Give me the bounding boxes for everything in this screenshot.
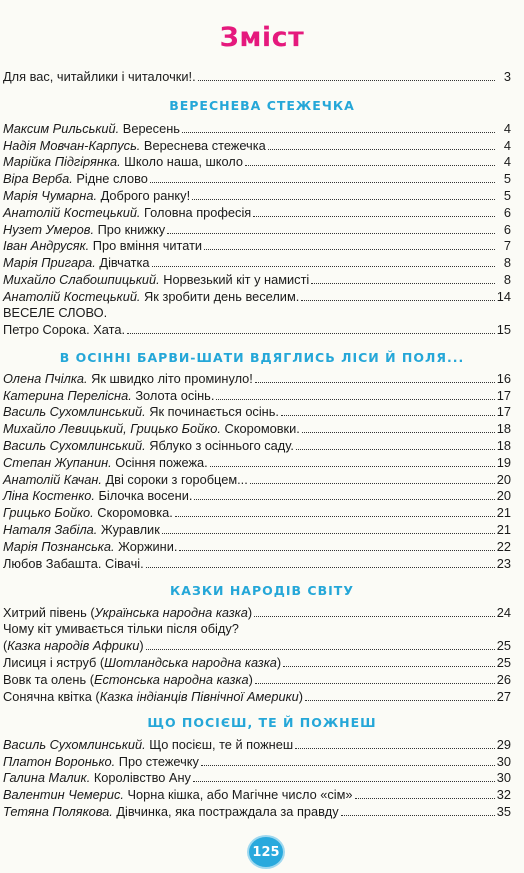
toc-entry[interactable] — [3, 271, 511, 288]
toc-entry[interactable] — [3, 204, 511, 221]
entry-text: Дві сороки з горобцем... — [101, 471, 248, 487]
entry-author: Платон Воронько. — [3, 753, 116, 769]
leader-dots — [179, 550, 494, 551]
entry-author: Михайло Слабошпицький. — [3, 271, 160, 287]
entry-text: Як зробити день веселим. — [140, 288, 300, 304]
entry-title — [3, 121, 180, 137]
entry-page: 24 — [496, 604, 511, 620]
entry-text: Жоржини. — [114, 538, 178, 554]
leader-dots — [210, 466, 495, 467]
entry-page: 20 — [496, 488, 511, 504]
leader-dots — [204, 249, 495, 250]
leader-dots — [281, 415, 495, 416]
entry-author: Марія Чумарна. — [3, 187, 98, 203]
leader-dots — [254, 616, 495, 617]
entry-page: 15 — [496, 322, 511, 338]
entry-title — [3, 455, 208, 471]
entry-author: Марія Познанська. — [3, 538, 115, 554]
entry-title — [3, 505, 173, 521]
entry-author: Анатолій Костецький. — [3, 288, 141, 304]
leader-dots — [355, 798, 495, 799]
leader-dots — [302, 432, 495, 433]
entry-title — [3, 438, 294, 454]
entry-title — [3, 556, 144, 572]
entry-title — [3, 770, 191, 786]
toc-entry[interactable] — [3, 420, 511, 437]
entry-text: Петро Сорока. Хата. — [3, 322, 126, 338]
entry-title — [3, 255, 150, 271]
entry-text: Любов Забашта. Сівачі. — [3, 555, 144, 571]
entry-text-close: ) — [298, 688, 304, 704]
leader-dots — [216, 399, 494, 400]
entry-title — [3, 421, 300, 437]
section-3-entries — [3, 604, 511, 705]
entry-text: Королівство Ану — [90, 770, 191, 786]
entry-source: Казка індіанців Північної Америки — [99, 688, 299, 704]
entry-text: Яблуко з осіннього саду. — [145, 437, 294, 453]
entry-page: 16 — [496, 370, 511, 386]
entry-page: 18 — [496, 421, 511, 437]
toc-entry[interactable] — [3, 437, 511, 454]
entry-text: Скоромовки. — [220, 421, 300, 437]
section-heading-3 — [0, 583, 524, 598]
entry-title — [3, 272, 309, 288]
leader-dots — [146, 567, 495, 568]
entry-plain-line: Чому кіт умивається тільки після обіду? — [3, 620, 239, 636]
toc-entry[interactable] — [3, 454, 511, 471]
entry-text: Про вміння читати — [89, 238, 203, 254]
entry-title — [3, 154, 243, 170]
section-heading-1 — [0, 98, 524, 113]
entry-text: Головна професія — [140, 204, 252, 220]
entry-title — [3, 488, 192, 504]
entry-title — [3, 689, 303, 705]
entry-page: 26 — [496, 671, 511, 687]
leader-dots — [150, 182, 495, 183]
entry-title — [3, 289, 299, 305]
entry-title — [3, 222, 165, 238]
toc-entry[interactable] — [3, 288, 511, 305]
entry-page: 4 — [503, 120, 511, 136]
toc-entry[interactable] — [3, 254, 511, 271]
entry-page: 5 — [503, 171, 511, 187]
entry-page: 8 — [503, 271, 511, 287]
leader-dots — [296, 449, 495, 450]
entry-page: 27 — [496, 688, 511, 704]
entry-text: Як швидко літо проминуло! — [87, 370, 253, 386]
entry-title — [3, 205, 251, 221]
entry-text: Що посієш, те й пожнеш — [145, 736, 294, 752]
entry-text: Школо наша, школо — [120, 154, 244, 170]
entry-text-close: ) — [248, 671, 253, 687]
entry-title — [3, 322, 125, 338]
entry-title — [3, 638, 144, 654]
entry-author: Віра Верба. — [3, 171, 73, 187]
entry-page: 17 — [496, 404, 511, 420]
section-heading-4 — [0, 715, 524, 730]
entry-title — [3, 188, 190, 204]
entry-source: Шотландська народна казка — [104, 655, 277, 671]
toc-entry[interactable] — [3, 471, 511, 488]
entry-page: 32 — [496, 787, 511, 803]
toc-entry[interactable] — [3, 521, 511, 538]
entry-author: Михайло Левицький, Грицько Бойко. — [3, 421, 221, 437]
leader-dots — [162, 533, 495, 534]
toc-entry[interactable] — [3, 736, 511, 753]
leader-dots — [146, 649, 495, 650]
entry-author: Нузет Умеров. — [3, 221, 95, 237]
entry-page: 25 — [496, 655, 511, 671]
leader-dots — [152, 266, 495, 267]
entry-page: 5 — [503, 187, 511, 203]
entry-page: 30 — [496, 753, 511, 769]
leader-dots — [255, 382, 495, 383]
entry-page: 21 — [496, 505, 511, 521]
leader-dots — [295, 748, 495, 749]
intro-entry-block — [3, 68, 511, 85]
entry-page: 17 — [496, 387, 511, 403]
entry-title: Для вас, читайлики і читалочки!. — [3, 68, 196, 84]
toc-entry[interactable] — [3, 221, 511, 238]
entry-text: Дівчатка — [95, 255, 150, 271]
entry-title — [3, 754, 199, 770]
toc-entry[interactable] — [3, 404, 511, 421]
entry-text: Хитрий півень ( — [3, 604, 95, 620]
entry-author: Наталя Забіла. — [3, 521, 98, 537]
entry-page: 6 — [503, 221, 511, 237]
section-heading-2 — [0, 350, 524, 365]
entry-title — [3, 605, 252, 621]
entry-title — [3, 404, 279, 420]
leader-dots — [268, 149, 495, 150]
entry-plain-line: ВЕСЕЛЕ СЛОВО. — [3, 304, 108, 320]
entry-page: 4 — [503, 154, 511, 170]
entry-text-close: ) — [276, 655, 282, 671]
entry-author: Анатолій Костецький. — [3, 204, 141, 220]
entry-page: 29 — [496, 736, 511, 752]
entry-author: Василь Сухомлинський. — [3, 736, 146, 752]
entry-page: 22 — [496, 538, 511, 554]
entry-text: Білочка восени. — [94, 488, 193, 504]
section-heading-text: КАЗКИ НАРОДІВ СВІТУ — [170, 583, 354, 598]
entry-page: 4 — [503, 137, 511, 153]
entry-title — [3, 672, 253, 688]
page-number-badge — [249, 837, 283, 867]
toc-entry[interactable] — [3, 555, 511, 572]
entry-text: Сонячна квітка ( — [3, 688, 100, 704]
entry-text: Дівчинка, яка постраждала за правду — [112, 803, 339, 819]
toc-entry[interactable] — [3, 187, 511, 204]
entry-title — [3, 171, 148, 187]
entry-page: 30 — [496, 770, 511, 786]
toc-entry[interactable] — [3, 370, 511, 387]
entry-title — [3, 522, 160, 538]
entry-text: Про книжку — [94, 221, 166, 237]
entry-title — [3, 472, 248, 488]
entry-author: Тетяна Полякова. — [3, 803, 113, 819]
leader-dots — [127, 333, 495, 334]
leader-dots — [250, 483, 495, 484]
toc-entry[interactable] — [3, 770, 511, 787]
leader-dots — [311, 283, 495, 284]
toc-entry[interactable] — [3, 671, 511, 688]
section-2-entries — [3, 370, 511, 572]
entry-author: Галина Малик. — [3, 770, 91, 786]
entry-text: Золота осінь. — [131, 387, 215, 403]
entry-text: Вереснева стежечка — [140, 137, 266, 153]
leader-dots — [167, 233, 495, 234]
leader-dots — [198, 80, 495, 81]
entry-title — [3, 371, 253, 387]
toc-entry[interactable] — [3, 68, 511, 85]
toc-entry[interactable] — [3, 387, 511, 404]
toc-entry[interactable] — [3, 604, 511, 621]
entry-author: Максим Рильський. — [3, 120, 120, 136]
leader-dots — [341, 815, 495, 816]
leader-dots — [283, 666, 495, 667]
leader-dots — [305, 700, 495, 701]
entry-text: Чорна кішка, або Магічне число «сім» — [123, 787, 353, 803]
entry-text: Осіння пожежа. — [111, 454, 208, 470]
leader-dots — [201, 765, 495, 766]
toc-entry[interactable] — [3, 120, 511, 137]
entry-text: Рідне слово — [72, 171, 148, 187]
entry-source: Українська народна казка — [94, 604, 248, 620]
toc-entry[interactable] — [3, 803, 511, 820]
entry-author: Олена Пчілка. — [3, 370, 88, 386]
entry-title — [3, 804, 339, 820]
entry-title — [3, 655, 281, 671]
entry-author: Грицько Бойко. — [3, 505, 94, 521]
section-heading-text: ВЕРЕСНЕВА СТЕЖЕЧКА — [169, 98, 355, 113]
toc-entry[interactable] — [3, 638, 511, 655]
entry-page: 8 — [503, 255, 511, 271]
entry-author: Марія Пригара. — [3, 255, 96, 271]
entry-text: Вересень — [119, 120, 180, 136]
entry-source: Естонська народна казка — [93, 671, 249, 687]
entry-author: Валентин Чемерис. — [3, 787, 124, 803]
entry-page: 35 — [496, 803, 511, 819]
entry-text: Вовк та олень ( — [3, 671, 94, 687]
toc-entry[interactable] — [3, 238, 511, 255]
entry-title — [3, 138, 266, 154]
leader-dots — [194, 499, 494, 500]
entry-page: 3 — [503, 68, 511, 84]
entry-text: Журавлик — [97, 521, 160, 537]
entry-page: 19 — [496, 454, 511, 470]
toc-entry[interactable] — [3, 154, 511, 171]
entry-page: 14 — [496, 288, 511, 304]
entry-page: 18 — [496, 437, 511, 453]
page-number: 125 — [252, 844, 280, 860]
leader-dots — [192, 199, 495, 200]
entry-author: Катерина Перелісна. — [3, 387, 132, 403]
toc-entry[interactable] — [3, 170, 511, 187]
toc-entry[interactable] — [3, 786, 511, 803]
toc-entry[interactable] — [3, 488, 511, 505]
toc-entry[interactable] — [3, 688, 511, 705]
entry-title — [3, 737, 293, 753]
toc-entry[interactable] — [3, 322, 511, 339]
entry-text: Як починається осінь. — [145, 404, 279, 420]
entry-title — [3, 388, 214, 404]
toc-entry[interactable] — [3, 504, 511, 521]
entry-text: Лисиця і яструб ( — [3, 655, 105, 671]
entry-text: Про стежечку — [115, 753, 199, 769]
entry-text: Норвезький кіт у намисті — [159, 271, 310, 287]
entry-text-close: ) — [247, 604, 253, 620]
toc-entry[interactable] — [3, 753, 511, 770]
section-heading-text: ЩО ПОСІЄШ, ТЕ Й ПОЖНЕШ — [147, 715, 377, 730]
entry-title — [3, 539, 177, 555]
leader-dots — [245, 165, 495, 166]
entry-author: Василь Сухомлинський. — [3, 404, 146, 420]
entry-author: Надія Мовчан-Карпусь. — [3, 137, 141, 153]
leader-dots — [253, 216, 495, 217]
entry-page: 23 — [496, 555, 511, 571]
toc-entry[interactable] — [3, 654, 511, 671]
entry-text-close: ) — [139, 638, 144, 654]
entry-text: ( — [3, 638, 8, 654]
entry-author: Ліна Костенко. — [3, 488, 95, 504]
entry-title — [3, 238, 202, 254]
leader-dots — [182, 132, 495, 133]
entry-page: 21 — [496, 521, 511, 537]
entry-source: Казка народів Африки — [7, 638, 140, 654]
page-title: Зміст — [219, 22, 305, 53]
entry-page: 7 — [503, 238, 511, 254]
section-heading-text: В ОСІННІ БАРВИ-ШАТИ ВДЯГЛИСЬ ЛІСИ Й ПОЛЯ... — [59, 350, 465, 365]
section-1-entries — [3, 120, 511, 338]
entry-page: 6 — [503, 204, 511, 220]
leader-dots — [193, 781, 495, 782]
toc-entry[interactable] — [3, 137, 511, 154]
entry-author: Степан Жупанин. — [3, 454, 112, 470]
entry-author: Марійка Підгірянка. — [3, 154, 121, 170]
entry-title — [3, 787, 353, 803]
section-4-entries — [3, 736, 511, 820]
entry-page: 25 — [496, 638, 511, 654]
entry-author: Іван Андрусяк. — [3, 238, 90, 254]
leader-dots — [301, 300, 494, 301]
entry-author: Василь Сухомлинський. — [3, 437, 146, 453]
entry-author: Анатолій Качан. — [3, 471, 102, 487]
toc-entry[interactable] — [3, 538, 511, 555]
entry-page: 20 — [496, 471, 511, 487]
leader-dots — [255, 683, 495, 684]
entry-text: Доброго ранку! — [97, 187, 191, 203]
entry-text: Скоромовка. — [93, 505, 173, 521]
leader-dots — [175, 516, 495, 517]
